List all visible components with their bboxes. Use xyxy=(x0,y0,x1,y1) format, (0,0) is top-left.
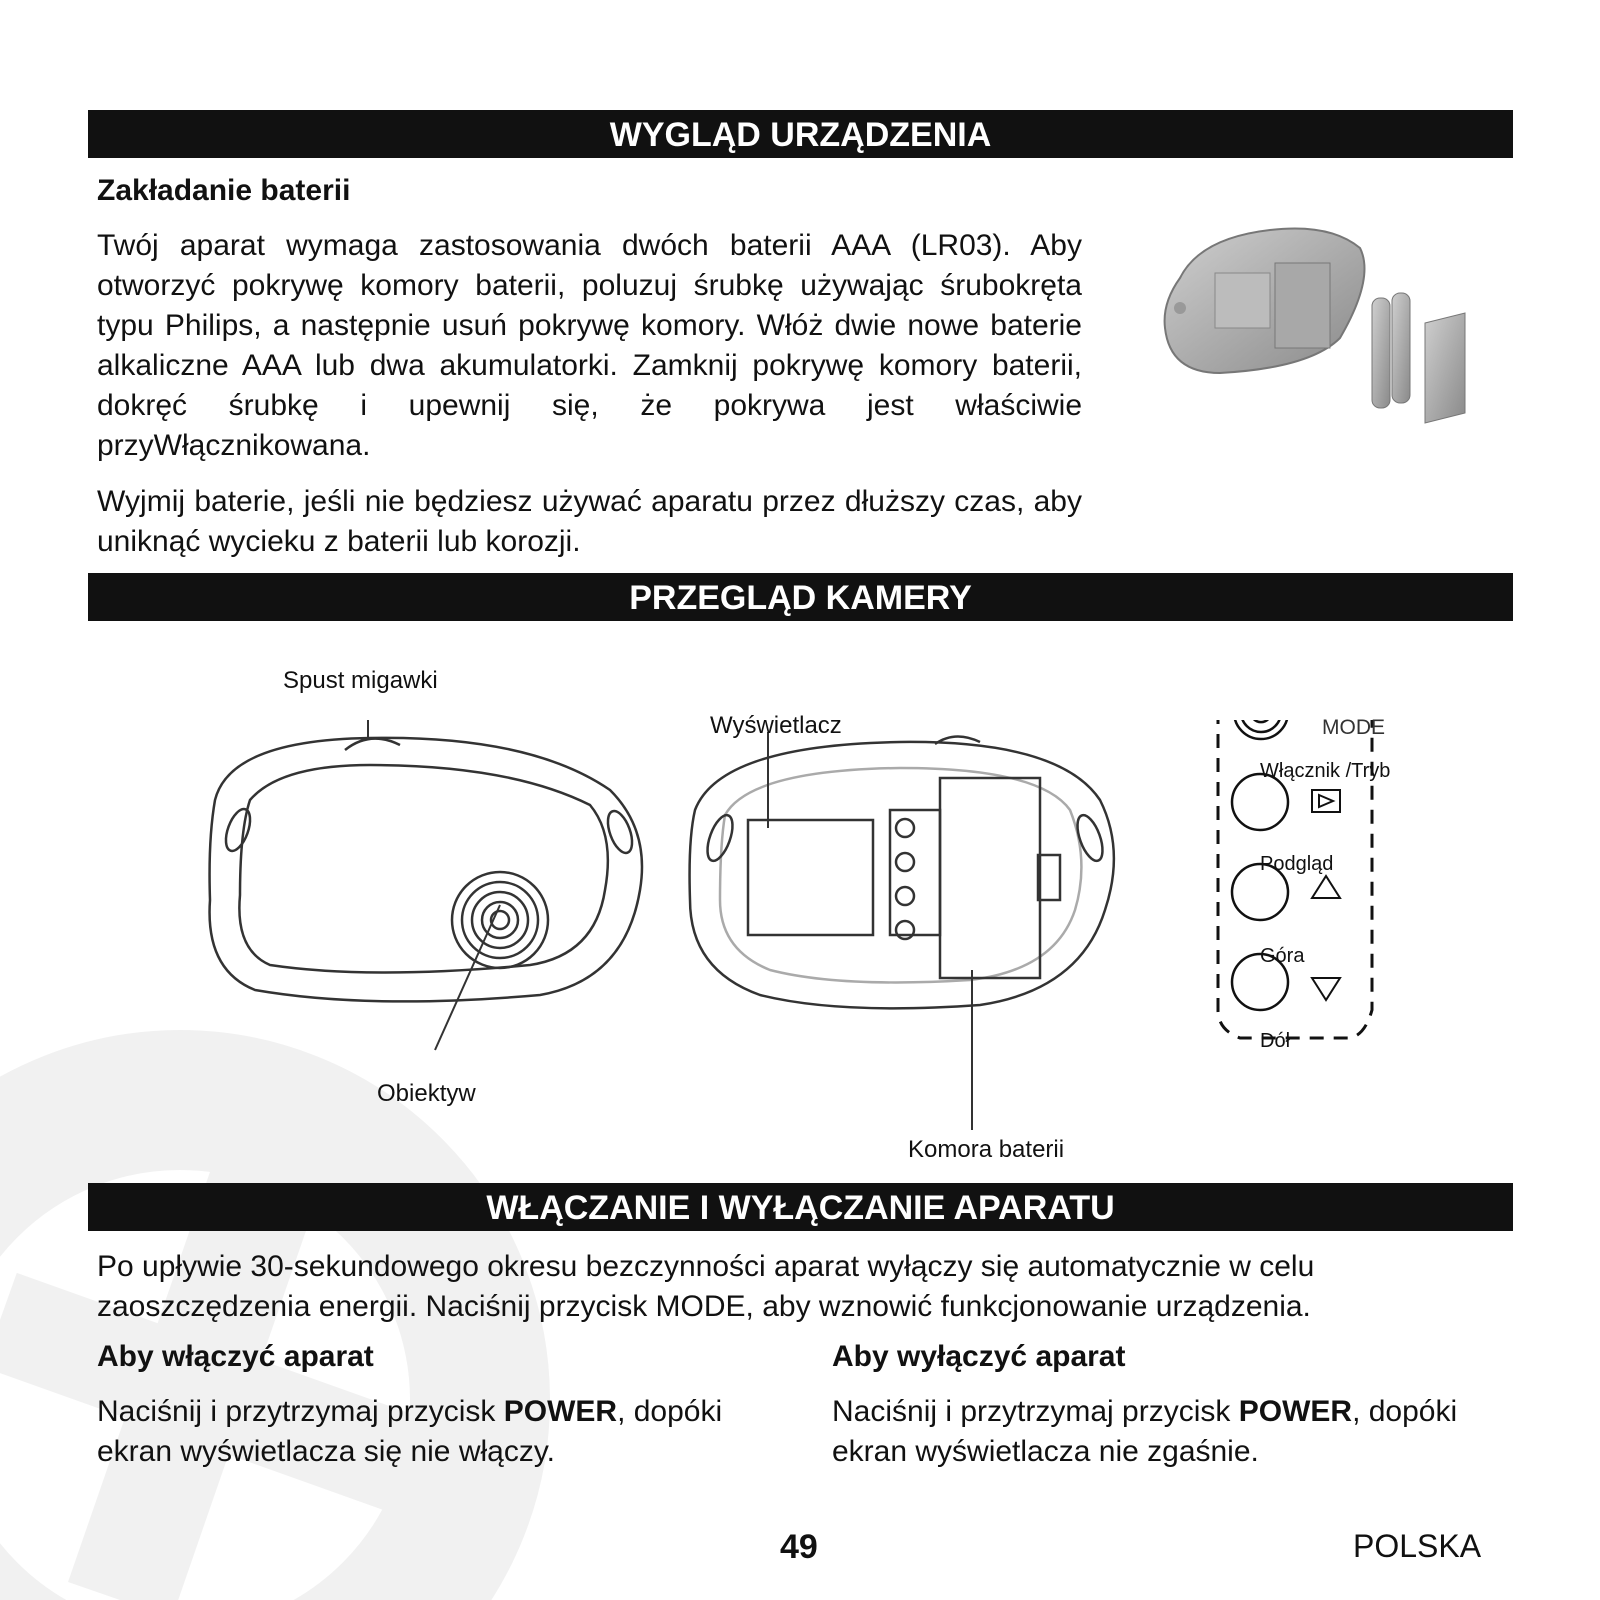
down-arrow-icon xyxy=(1312,978,1340,1000)
label-power-mode: Włącznik /Tryb xyxy=(1260,760,1391,782)
power-off-text-line-1: Naciśnij i przytrzymaj przycisk POWER, dopóki xyxy=(832,1395,1458,1428)
auto-off-line-1: Po upływie 30-sekundowego okresu bezczynności aparat wyłączy się automatycznie w celu xyxy=(97,1250,1315,1283)
section-title-overview: PRZEGLĄD KAMERY xyxy=(88,573,1513,621)
pointer-lines xyxy=(368,720,972,1130)
label-down: Dół xyxy=(1260,1030,1291,1052)
display-screen-icon xyxy=(748,820,873,935)
camera-front-view xyxy=(210,738,642,1002)
mode-button-text: MODE xyxy=(1322,716,1385,739)
battery-compartment-icon xyxy=(940,778,1040,978)
page-number: 49 xyxy=(780,1528,818,1566)
power-button-icon xyxy=(1234,720,1288,739)
power-on-text-line-1: Naciśnij i przytrzymaj przycisk POWER, dopóki xyxy=(97,1395,723,1428)
auto-off-line-2: zaoszczędzenia energii. Naciśnij przycisk MODE, aby wznowić funkcjonowanie urządzenia. xyxy=(97,1290,1311,1323)
power-keyword: POWER xyxy=(1238,1395,1353,1428)
battery-install-paragraph: Twój aparat wymaga zastosowania dwóch baterii AAA (LR03). Aby otworzyć pokrywę komory baterii, poluzuj śrubkę używając śrubokręta typu Philips, a następnie usuń pokrywę komory. Włóż dwie nowe baterie alkaliczne AAA lub dwa akumulatorki. Zamknij pokrywę komory baterii, dokręć śrubkę i upewnij się, że pokrywa jest właściwie przyWłącznikowana. xyxy=(97,229,1082,462)
battery-cover-icon xyxy=(1425,313,1465,423)
section-title-power: WŁĄCZANIE I WYŁĄCZANIE APARATU xyxy=(88,1183,1513,1231)
battery-removal-paragraph: Wyjmij baterie, jeśli nie będziesz używać aparatu przez dłuższy czas, aby uniknąć wycieku z baterii lub korozji. xyxy=(97,485,1082,558)
camera-back-view xyxy=(690,736,1114,1008)
label-battery-compartment: Komora baterii xyxy=(908,1136,1065,1163)
language-label: POLSKA xyxy=(1353,1528,1482,1564)
lens-icon xyxy=(452,872,548,968)
battery-installation-illustration xyxy=(1160,218,1500,433)
label-display: Wyświetlacz xyxy=(710,712,842,739)
label-up: Góra xyxy=(1260,945,1305,967)
battery-install-heading: Zakładanie baterii xyxy=(97,174,351,207)
up-arrow-icon xyxy=(1312,876,1340,898)
label-preview: Podgląd xyxy=(1260,853,1334,875)
section-title-appearance: WYGLĄD URZĄDZENIA xyxy=(88,110,1513,158)
aaa-batteries-icon xyxy=(1372,293,1410,408)
power-off-text-line-2: ekran wyświetlacza nie zgaśnie. xyxy=(832,1435,1259,1468)
camera-back-icon xyxy=(1165,228,1365,373)
label-lens: Obiektyw xyxy=(377,1080,476,1107)
power-on-text-line-2: ekran wyświetlacza się nie włączy. xyxy=(97,1435,555,1468)
power-off-heading: Aby wyłączyć aparat xyxy=(832,1340,1126,1373)
power-keyword: POWER xyxy=(503,1395,618,1428)
label-shutter: Spust migawki xyxy=(283,667,438,694)
power-on-heading: Aby włączyć aparat xyxy=(97,1340,374,1373)
preview-play-icon xyxy=(1312,790,1340,812)
